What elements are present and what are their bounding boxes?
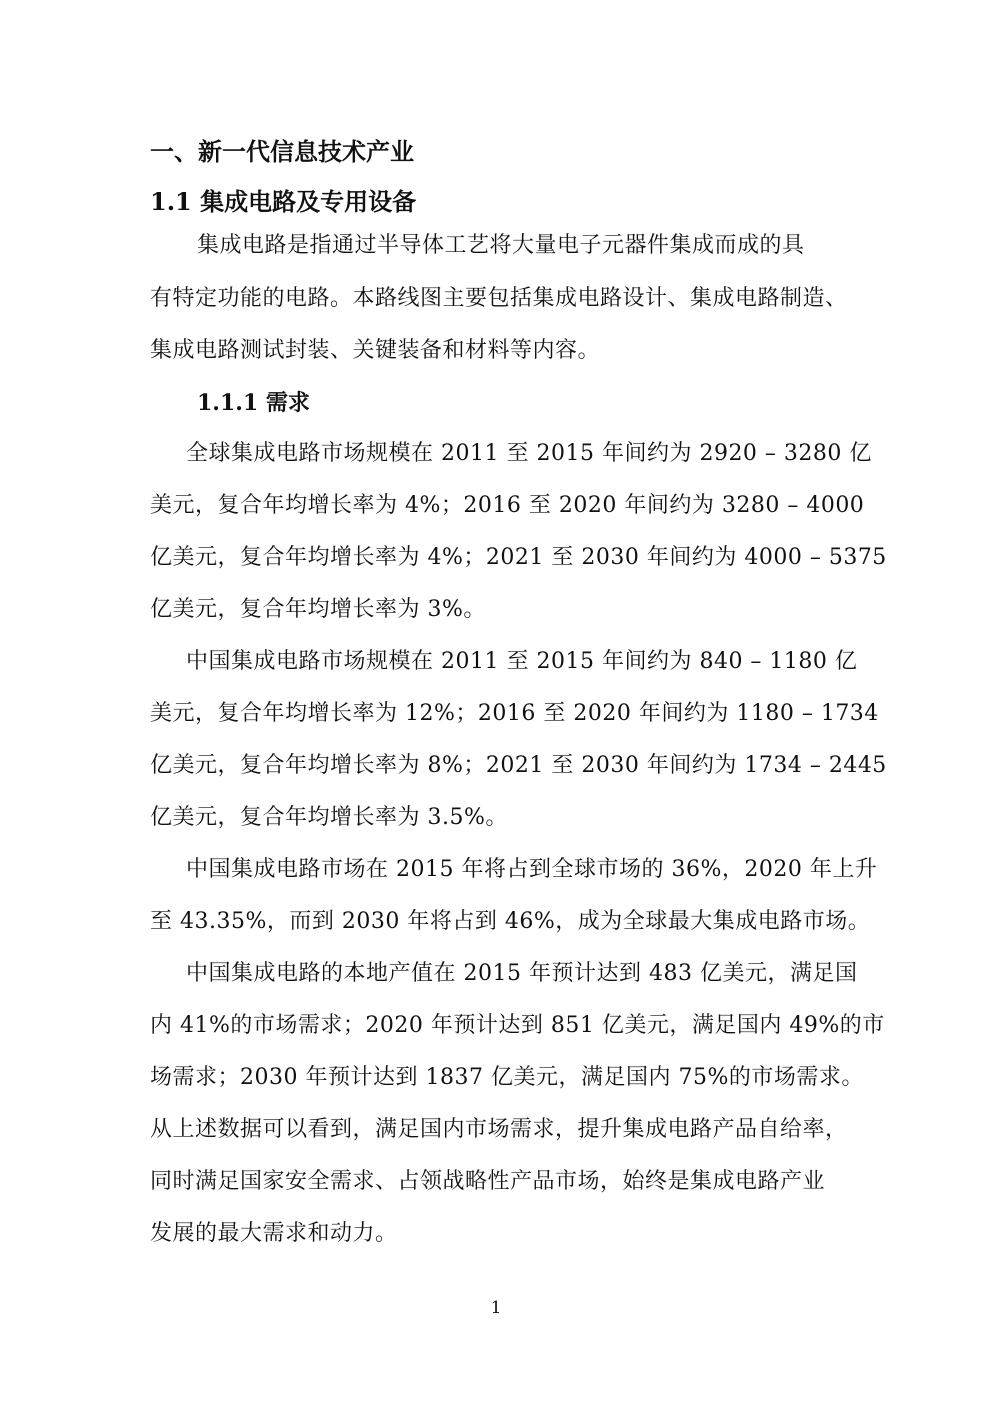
paragraph-line: 亿美元，复合年均增长率为 8%；2021 至 2030 年间约为 1734 – 2445 <box>150 753 887 778</box>
intro-line: 有特定功能的电路。本路线图主要包括集成电路设计、集成电路制造、 <box>150 286 848 311</box>
page-number: 1 <box>490 1298 502 1318</box>
paragraph-line: 亿美元，复合年均增长率为 3.5%。 <box>150 805 508 830</box>
paragraph-line: 中国集成电路的本地产值在 2015 年预计达到 483 亿美元，满足国 <box>186 961 858 986</box>
paragraph-line: 内 41%的市场需求；2020 年预计达到 851 亿美元，满足国内 49%的市 <box>150 1013 885 1038</box>
paragraph-line: 美元，复合年均增长率为 12%；2016 至 2020 年间约为 1180 – 1734 <box>150 701 879 726</box>
section-heading: 一、新一代信息技术产业 <box>150 137 414 166</box>
subsection-heading: 1.1 集成电路及专用设备 <box>150 187 417 216</box>
paragraph-line: 中国集成电路市场规模在 2011 至 2015 年间约为 840 – 1180 亿 <box>186 649 858 674</box>
paragraph-line: 从上述数据可以看到，满足国内市场需求，提升集成电路产品自给率， <box>150 1117 848 1142</box>
paragraph-line: 场需求；2030 年预计达到 1837 亿美元，满足国内 75%的市场需求。 <box>150 1065 864 1090</box>
paragraph-line: 美元，复合年均增长率为 4%；2016 至 2020 年间约为 3280 – 4000 <box>150 493 865 518</box>
paragraph-line: 全球集成电路市场规模在 2011 至 2015 年间约为 2920 – 3280 亿 <box>186 441 872 466</box>
paragraph-line: 同时满足国家安全需求、占领战略性产品市场，始终是集成电路产业 <box>150 1169 826 1194</box>
paragraph-line: 中国集成电路市场在 2015 年将占到全球市场的 36%，2020 年上升 <box>186 857 878 882</box>
paragraph-line: 至 43.35%，而到 2030 年将占到 46%，成为全球最大集成电路市场。 <box>150 909 871 934</box>
paragraph-line: 发展的最大需求和动力。 <box>150 1221 398 1246</box>
intro-line: 集成电路是指通过半导体工艺将大量电子元器件集成而成的具 <box>197 233 805 258</box>
intro-line: 集成电路测试封装、关键装备和材料等内容。 <box>150 338 601 363</box>
paragraph-line: 亿美元，复合年均增长率为 3%。 <box>150 597 486 622</box>
subsubsection-heading: 1.1.1 需求 <box>197 390 310 416</box>
paragraph-line: 亿美元，复合年均增长率为 4%；2021 至 2030 年间约为 4000 – 5375 <box>150 545 887 570</box>
